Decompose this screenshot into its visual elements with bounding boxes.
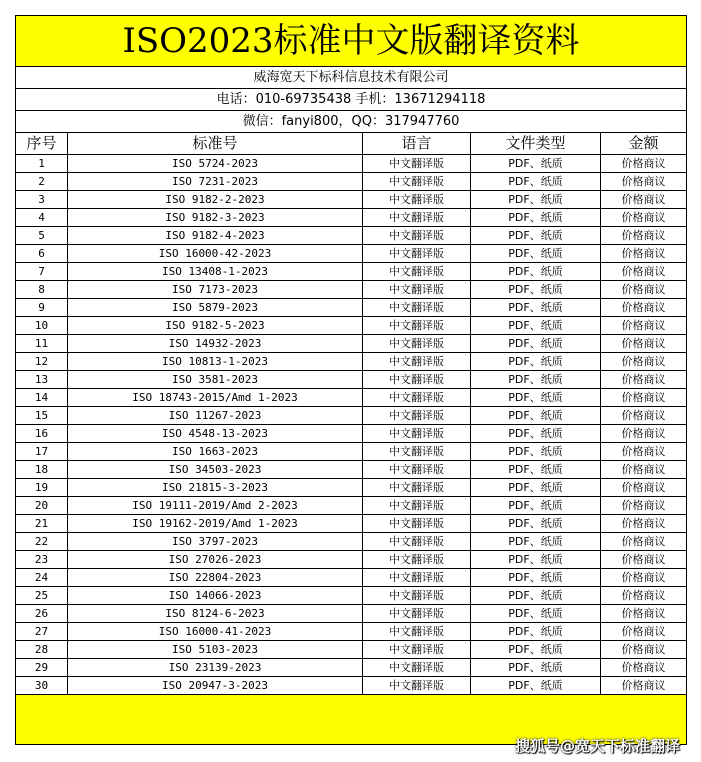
row-index: 15 bbox=[16, 407, 68, 425]
standard-number: ISO 14932-2023 bbox=[68, 335, 363, 353]
row-index: 10 bbox=[16, 317, 68, 335]
header-file-type: 文件类型 bbox=[471, 133, 601, 155]
file-type-cell: PDF、纸质 bbox=[471, 227, 601, 245]
language-cell: 中文翻译版 bbox=[363, 371, 471, 389]
row-index: 28 bbox=[16, 641, 68, 659]
table-row bbox=[16, 497, 687, 515]
table-row bbox=[16, 227, 687, 245]
price-cell: 价格商议 bbox=[601, 605, 687, 623]
table-row bbox=[16, 317, 687, 335]
file-type-cell: PDF、纸质 bbox=[471, 281, 601, 299]
price-cell: 价格商议 bbox=[601, 623, 687, 641]
language-cell: 中文翻译版 bbox=[363, 317, 471, 335]
language-cell: 中文翻译版 bbox=[363, 191, 471, 209]
row-index: 19 bbox=[16, 479, 68, 497]
table-row bbox=[16, 155, 687, 173]
standard-number: ISO 9182-5-2023 bbox=[68, 317, 363, 335]
row-index: 6 bbox=[16, 245, 68, 263]
file-type-cell: PDF、纸质 bbox=[471, 497, 601, 515]
table-row bbox=[16, 407, 687, 425]
price-cell: 价格商议 bbox=[601, 281, 687, 299]
row-index: 17 bbox=[16, 443, 68, 461]
language-cell: 中文翻译版 bbox=[363, 551, 471, 569]
file-type-cell: PDF、纸质 bbox=[471, 605, 601, 623]
row-index: 9 bbox=[16, 299, 68, 317]
language-cell: 中文翻译版 bbox=[363, 263, 471, 281]
row-index: 13 bbox=[16, 371, 68, 389]
language-cell: 中文翻译版 bbox=[363, 515, 471, 533]
language-cell: 中文翻译版 bbox=[363, 569, 471, 587]
price-cell: 价格商议 bbox=[601, 551, 687, 569]
file-type-cell: PDF、纸质 bbox=[471, 443, 601, 461]
price-cell: 价格商议 bbox=[601, 497, 687, 515]
standard-number: ISO 20947-3-2023 bbox=[68, 677, 363, 695]
row-index: 14 bbox=[16, 389, 68, 407]
standard-number: ISO 21815-3-2023 bbox=[68, 479, 363, 497]
price-cell: 价格商议 bbox=[601, 299, 687, 317]
price-cell: 价格商议 bbox=[601, 245, 687, 263]
header-price: 金额 bbox=[601, 133, 687, 155]
standard-number: ISO 10813-1-2023 bbox=[68, 353, 363, 371]
watermark: 搜狐号@宽天下标准翻译 bbox=[515, 737, 681, 755]
standard-number: ISO 11267-2023 bbox=[68, 407, 363, 425]
price-cell: 价格商议 bbox=[601, 677, 687, 695]
page-title: ISO2023标准中文版翻译资料 bbox=[16, 16, 687, 67]
price-cell: 价格商议 bbox=[601, 209, 687, 227]
table-row bbox=[16, 479, 687, 497]
standard-number: ISO 5879-2023 bbox=[68, 299, 363, 317]
row-index: 24 bbox=[16, 569, 68, 587]
price-cell: 价格商议 bbox=[601, 263, 687, 281]
row-index: 12 bbox=[16, 353, 68, 371]
language-cell: 中文翻译版 bbox=[363, 461, 471, 479]
file-type-cell: PDF、纸质 bbox=[471, 641, 601, 659]
standard-number: ISO 7173-2023 bbox=[68, 281, 363, 299]
price-cell: 价格商议 bbox=[601, 155, 687, 173]
standard-number: ISO 16000-42-2023 bbox=[68, 245, 363, 263]
price-cell: 价格商议 bbox=[601, 191, 687, 209]
language-cell: 中文翻译版 bbox=[363, 443, 471, 461]
table-row bbox=[16, 515, 687, 533]
file-type-cell: PDF、纸质 bbox=[471, 317, 601, 335]
price-cell: 价格商议 bbox=[601, 317, 687, 335]
standard-number: ISO 8124-6-2023 bbox=[68, 605, 363, 623]
table-row bbox=[16, 209, 687, 227]
price-cell: 价格商议 bbox=[601, 371, 687, 389]
table-row bbox=[16, 641, 687, 659]
file-type-cell: PDF、纸质 bbox=[471, 245, 601, 263]
row-index: 2 bbox=[16, 173, 68, 191]
price-cell: 价格商议 bbox=[601, 407, 687, 425]
price-cell: 价格商议 bbox=[601, 659, 687, 677]
file-type-cell: PDF、纸质 bbox=[471, 479, 601, 497]
language-cell: 中文翻译版 bbox=[363, 605, 471, 623]
row-index: 20 bbox=[16, 497, 68, 515]
header-index: 序号 bbox=[16, 133, 68, 155]
table-row bbox=[16, 245, 687, 263]
file-type-cell: PDF、纸质 bbox=[471, 263, 601, 281]
price-cell: 价格商议 bbox=[601, 443, 687, 461]
file-type-cell: PDF、纸质 bbox=[471, 173, 601, 191]
table-row bbox=[16, 389, 687, 407]
row-index: 1 bbox=[16, 155, 68, 173]
table-row bbox=[16, 263, 687, 281]
language-cell: 中文翻译版 bbox=[363, 533, 471, 551]
table-row bbox=[16, 353, 687, 371]
language-cell: 中文翻译版 bbox=[363, 479, 471, 497]
price-cell: 价格商议 bbox=[601, 389, 687, 407]
price-cell: 价格商议 bbox=[601, 569, 687, 587]
table-row bbox=[16, 551, 687, 569]
language-cell: 中文翻译版 bbox=[363, 677, 471, 695]
file-type-cell: PDF、纸质 bbox=[471, 371, 601, 389]
header-row bbox=[16, 133, 687, 155]
row-index: 16 bbox=[16, 425, 68, 443]
table-row bbox=[16, 623, 687, 641]
file-type-cell: PDF、纸质 bbox=[471, 659, 601, 677]
table-row bbox=[16, 173, 687, 191]
file-type-cell: PDF、纸质 bbox=[471, 461, 601, 479]
standards-table bbox=[15, 15, 687, 745]
standard-number: ISO 27026-2023 bbox=[68, 551, 363, 569]
row-index: 7 bbox=[16, 263, 68, 281]
table-row bbox=[16, 461, 687, 479]
standard-number: ISO 14066-2023 bbox=[68, 587, 363, 605]
language-cell: 中文翻译版 bbox=[363, 407, 471, 425]
language-cell: 中文翻译版 bbox=[363, 335, 471, 353]
standard-number: ISO 23139-2023 bbox=[68, 659, 363, 677]
header-standard: 标准号 bbox=[68, 133, 363, 155]
file-type-cell: PDF、纸质 bbox=[471, 425, 601, 443]
standard-number: ISO 3581-2023 bbox=[68, 371, 363, 389]
price-cell: 价格商议 bbox=[601, 641, 687, 659]
standard-number: ISO 9182-4-2023 bbox=[68, 227, 363, 245]
file-type-cell: PDF、纸质 bbox=[471, 299, 601, 317]
row-index: 30 bbox=[16, 677, 68, 695]
price-cell: 价格商议 bbox=[601, 227, 687, 245]
standard-number: ISO 16000-41-2023 bbox=[68, 623, 363, 641]
price-cell: 价格商议 bbox=[601, 533, 687, 551]
table-row bbox=[16, 569, 687, 587]
language-cell: 中文翻译版 bbox=[363, 641, 471, 659]
row-index: 22 bbox=[16, 533, 68, 551]
company-name: 威海宽天下标科信息技术有限公司 bbox=[16, 67, 687, 89]
price-cell: 价格商议 bbox=[601, 425, 687, 443]
file-type-cell: PDF、纸质 bbox=[471, 389, 601, 407]
standard-number: ISO 9182-3-2023 bbox=[68, 209, 363, 227]
table-row bbox=[16, 659, 687, 677]
standard-number: ISO 1663-2023 bbox=[68, 443, 363, 461]
row-index: 26 bbox=[16, 605, 68, 623]
standard-number: ISO 13408-1-2023 bbox=[68, 263, 363, 281]
standard-number: ISO 9182-2-2023 bbox=[68, 191, 363, 209]
row-index: 23 bbox=[16, 551, 68, 569]
row-index: 25 bbox=[16, 587, 68, 605]
file-type-cell: PDF、纸质 bbox=[471, 335, 601, 353]
file-type-cell: PDF、纸质 bbox=[471, 407, 601, 425]
table-row bbox=[16, 191, 687, 209]
file-type-cell: PDF、纸质 bbox=[471, 587, 601, 605]
file-type-cell: PDF、纸质 bbox=[471, 209, 601, 227]
language-cell: 中文翻译版 bbox=[363, 227, 471, 245]
language-cell: 中文翻译版 bbox=[363, 425, 471, 443]
file-type-cell: PDF、纸质 bbox=[471, 155, 601, 173]
standard-number: ISO 22804-2023 bbox=[68, 569, 363, 587]
standard-number: ISO 19111-2019/Amd 2-2023 bbox=[68, 497, 363, 515]
file-type-cell: PDF、纸质 bbox=[471, 533, 601, 551]
price-cell: 价格商议 bbox=[601, 479, 687, 497]
language-cell: 中文翻译版 bbox=[363, 659, 471, 677]
price-cell: 价格商议 bbox=[601, 461, 687, 479]
table-row bbox=[16, 371, 687, 389]
price-cell: 价格商议 bbox=[601, 335, 687, 353]
row-index: 18 bbox=[16, 461, 68, 479]
row-index: 4 bbox=[16, 209, 68, 227]
table-row bbox=[16, 443, 687, 461]
header-language: 语言 bbox=[363, 133, 471, 155]
price-cell: 价格商议 bbox=[601, 515, 687, 533]
language-cell: 中文翻译版 bbox=[363, 353, 471, 371]
language-cell: 中文翻译版 bbox=[363, 209, 471, 227]
standard-number: ISO 18743-2015/Amd 1-2023 bbox=[68, 389, 363, 407]
row-index: 29 bbox=[16, 659, 68, 677]
row-index: 21 bbox=[16, 515, 68, 533]
table-row bbox=[16, 299, 687, 317]
language-cell: 中文翻译版 bbox=[363, 173, 471, 191]
language-cell: 中文翻译版 bbox=[363, 389, 471, 407]
language-cell: 中文翻译版 bbox=[363, 155, 471, 173]
table-row bbox=[16, 425, 687, 443]
standard-number: ISO 5724-2023 bbox=[68, 155, 363, 173]
file-type-cell: PDF、纸质 bbox=[471, 551, 601, 569]
price-cell: 价格商议 bbox=[601, 587, 687, 605]
language-cell: 中文翻译版 bbox=[363, 245, 471, 263]
standard-number: ISO 7231-2023 bbox=[68, 173, 363, 191]
file-type-cell: PDF、纸质 bbox=[471, 623, 601, 641]
price-cell: 价格商议 bbox=[601, 173, 687, 191]
standard-number: ISO 4548-13-2023 bbox=[68, 425, 363, 443]
row-index: 8 bbox=[16, 281, 68, 299]
row-index: 27 bbox=[16, 623, 68, 641]
table-row bbox=[16, 605, 687, 623]
standard-number: ISO 19162-2019/Amd 1-2023 bbox=[68, 515, 363, 533]
contact-phone: 电话：010-69735438 手机：13671294118 bbox=[16, 89, 687, 111]
language-cell: 中文翻译版 bbox=[363, 623, 471, 641]
table-row bbox=[16, 281, 687, 299]
standard-number: ISO 34503-2023 bbox=[68, 461, 363, 479]
language-cell: 中文翻译版 bbox=[363, 299, 471, 317]
file-type-cell: PDF、纸质 bbox=[471, 353, 601, 371]
standard-number: ISO 5103-2023 bbox=[68, 641, 363, 659]
row-index: 11 bbox=[16, 335, 68, 353]
table-row bbox=[16, 533, 687, 551]
price-cell: 价格商议 bbox=[601, 353, 687, 371]
row-index: 3 bbox=[16, 191, 68, 209]
file-type-cell: PDF、纸质 bbox=[471, 191, 601, 209]
contact-wechat: 微信：fanyi800，QQ：317947760 bbox=[16, 111, 687, 133]
file-type-cell: PDF、纸质 bbox=[471, 677, 601, 695]
language-cell: 中文翻译版 bbox=[363, 281, 471, 299]
table-row bbox=[16, 587, 687, 605]
file-type-cell: PDF、纸质 bbox=[471, 515, 601, 533]
language-cell: 中文翻译版 bbox=[363, 587, 471, 605]
language-cell: 中文翻译版 bbox=[363, 497, 471, 515]
standard-number: ISO 3797-2023 bbox=[68, 533, 363, 551]
row-index: 5 bbox=[16, 227, 68, 245]
table-row bbox=[16, 335, 687, 353]
table-row bbox=[16, 677, 687, 695]
file-type-cell: PDF、纸质 bbox=[471, 569, 601, 587]
